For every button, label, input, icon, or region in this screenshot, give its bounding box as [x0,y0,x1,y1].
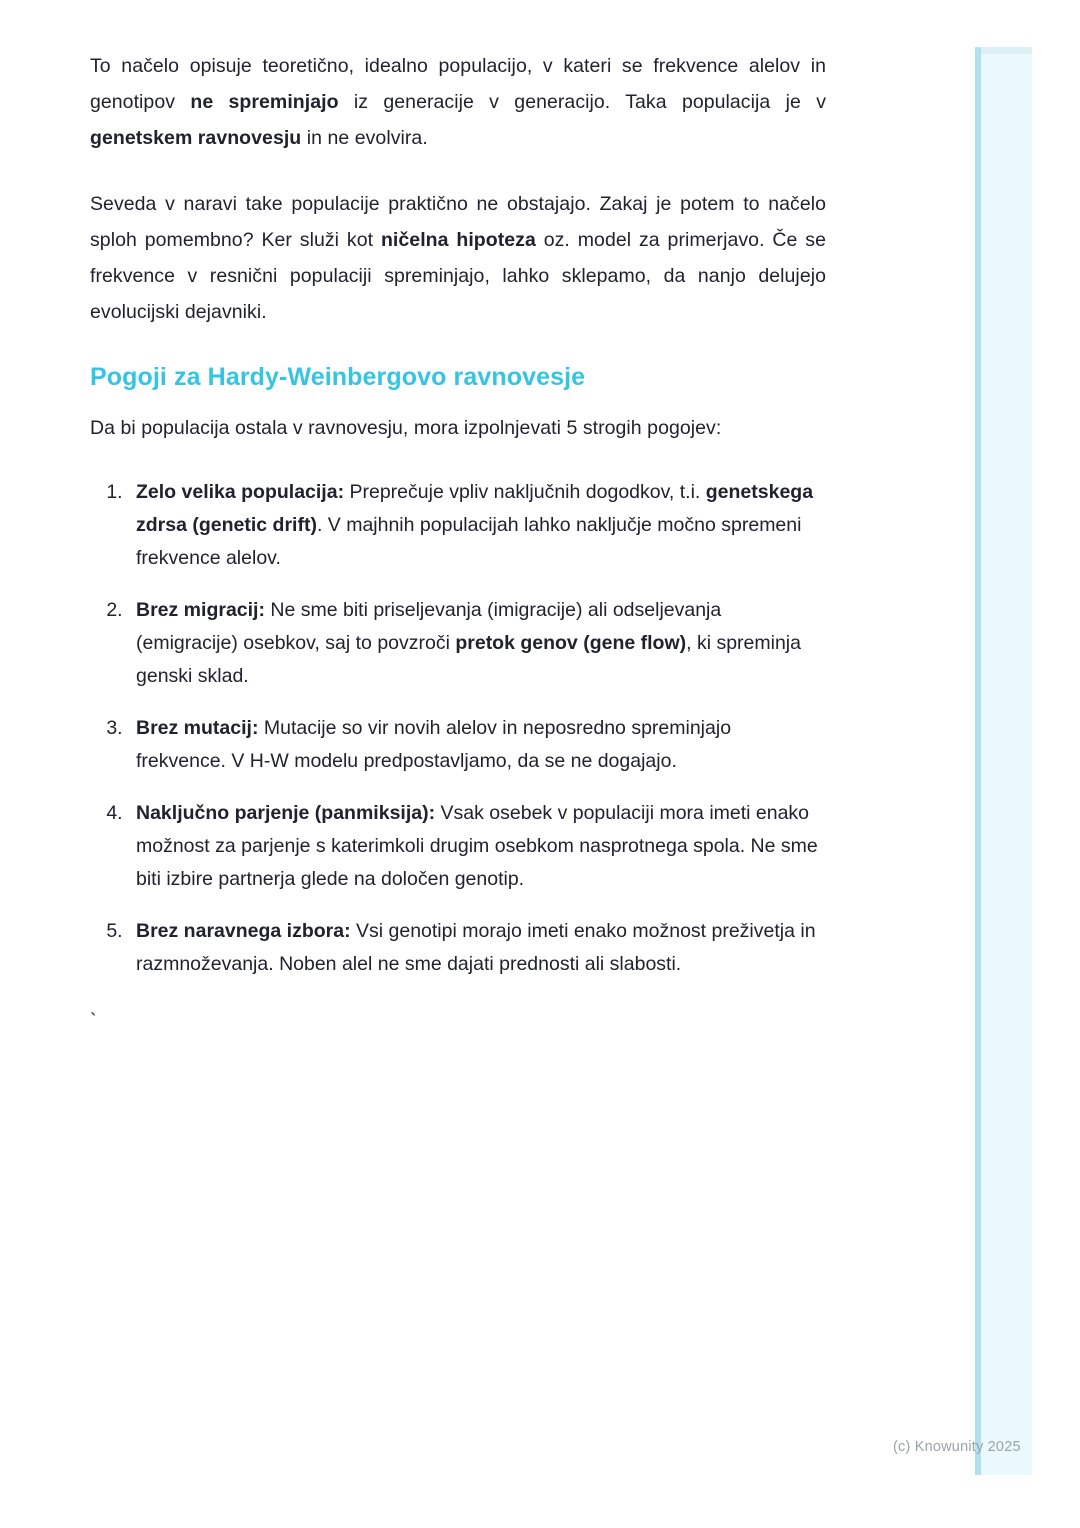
page-title: Pogoji za Hardy-Weinbergovo ravnovesje [90,363,586,391]
footer-watermark: (c) Knowunity 2025 [893,1439,1021,1455]
document-content [90,48,826,1035]
list-item: 4. Naključno parjenje (panmiksija): Vsak osebek v populaciji mora imeti enako možnost za parjenje s katerimkoli drugim osebkom nasprotnega spola. Ne sme biti izbire partnerja glede na določen genotip. [128,797,826,896]
paragraph-intro-principle: To načelo opisuje teoretično, idealno populacijo, v kateri se frekvence alelov in genotipov ne spreminjajo iz generacije v generacijo. Taka populacija je v genetskem ravnovesju in ne evolvira. [90,55,826,149]
paragraph-null-hypothesis: Seveda v naravi take populacije praktično ne obstajajo. Zakaj je potem to načelo sploh pomembno? Ker služi kot ničelna hipoteza oz. model za primerjavo. Če se frekvence v resnični populaciji spreminjajo, lahko sklepamo, da nanjo delujejo evolucijski dejavniki. [90,193,826,323]
list-item: 3. Brez mutacij: Mutacije so vir novih alelov in neposredno spreminjajo frekvence. V H-W modelu predpostavljamo, da se ne dogajajo. [128,712,826,778]
conditions-list [90,476,826,981]
trailing-backtick-mark: ` [90,1010,97,1032]
list-item: 5. Brez naravnega izbora: Vsi genotipi morajo imeti enako možnost preživetja in razmnoževanja. Noben alel ne sme dajati prednosti ali slabosti. [128,915,826,981]
paragraph-conditions-intro: Da bi populacija ostala v ravnovesju, mora izpolnjevati 5 strogih pogojev: [90,417,722,439]
list-item: 1. Zelo velika populacija: Preprečuje vpliv naključnih dogodkov, t.i. genetskega zdrsa (genetic drift). V majhnih populacijah lahko naključje močno spremeni frekvence alelov. [128,476,826,575]
list-item: 2. Brez migracij: Ne sme biti priseljevanja (imigracije) ali odseljevanja (emigracije) osebkov, saj to povzroči pretok genov (gene flow), ki spreminja genski sklad. [128,594,826,693]
